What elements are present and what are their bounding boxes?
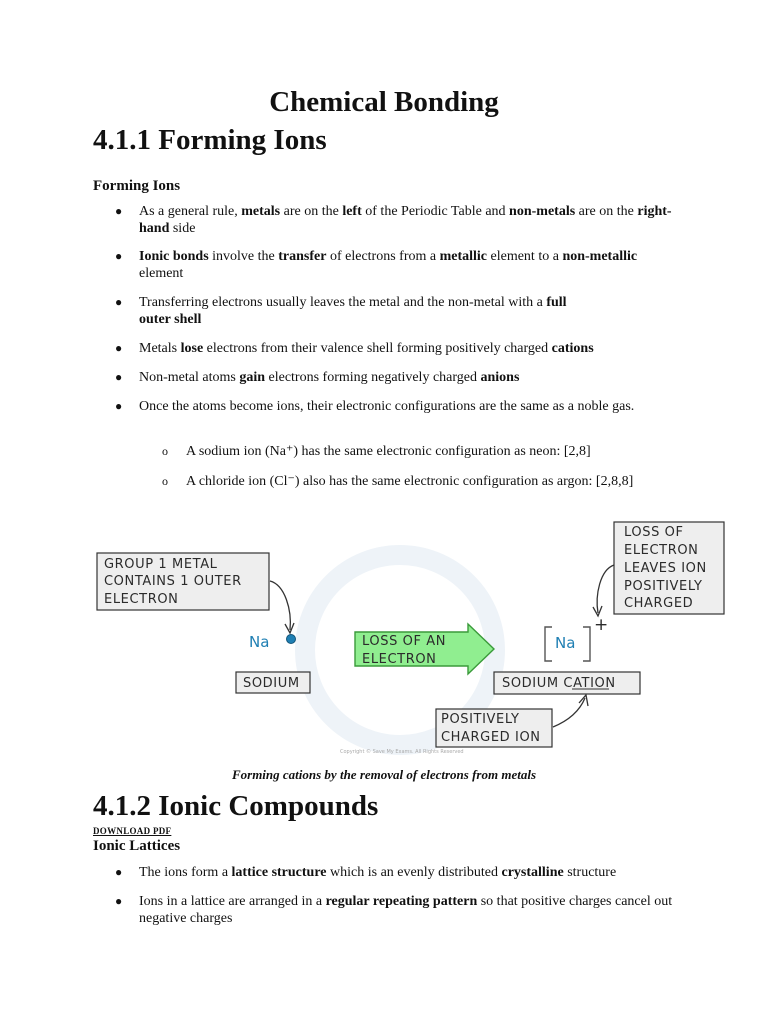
arrowhead-icon [285,623,294,633]
text-run: structure [563,865,617,880]
sub-list-item: o A chloride ion (Cl⁻) also has the same electronic configuration as argon: [2,8,8] [162,474,634,489]
bracket-left [545,627,552,661]
text-run: are on the [575,204,638,219]
text-run: of electrons from a [326,249,440,264]
text-run: electrons forming negatively charged [265,370,481,385]
sodium-cation-label: SODIUM CATION [502,676,616,691]
text-run: so that positive charges cancel out negative charges [139,894,673,926]
pointer-arrow [270,581,290,630]
bold-text: metallic [439,249,488,264]
subheading-ionic-lattices: Ionic Lattices [93,838,181,854]
bullet-icon: ● [115,295,123,309]
text-run: which is an evenly distributed [326,865,502,880]
list-item [115,369,679,386]
bold-text: cations [551,341,594,356]
bold-text: transfer [278,249,327,264]
text-run: Ions in a lattice are arranged in a [139,894,326,909]
bold-text: regular repeating pattern [325,894,478,909]
bold-text: non-metals [509,204,576,219]
list-item [115,203,679,237]
bullet-icon: ● [115,865,123,879]
text-run: The ions form a [139,865,232,880]
bullet-icon: ● [115,249,123,263]
loss-leaves-line: POSITIVELY [624,579,703,594]
page-title: Chemical Bonding [269,86,499,118]
bullet-icon: ● [115,370,123,384]
positive-charge-symbol: + [594,615,609,635]
bold-text: gain [239,370,265,385]
pointer-arrow [597,565,614,613]
text-run: Transferring electrons usually leaves the metal and the non-metal with a [139,295,547,310]
bold-text: full outer shell [139,295,567,327]
bold-text: left [342,204,362,219]
text-run: element [139,266,184,281]
section-heading-forming-ions: 4.1.1 Forming Ions [93,124,327,156]
text-run: As a general rule, [139,204,242,219]
figure-caption: Forming cations by the removal of electrons from metals [231,767,537,782]
bold-text: anions [480,370,520,385]
circle-bullet-icon: o [162,444,168,458]
text-run: Once the atoms become ions, their electronic configurations are the same as a noble gas. [139,399,635,414]
text-run: Non-metal atoms [139,370,240,385]
ion-formation-diagram [0,515,768,765]
bracket-right [583,627,590,661]
bold-text: right-hand [139,204,672,236]
sodium-ion-symbol: Na [555,634,576,652]
text-run: are on the [280,204,343,219]
bullet-icon: ● [115,341,123,355]
group1-label-line: GROUP 1 METAL [104,557,218,572]
bold-text: Ionic bonds [139,249,209,264]
list-item [115,864,679,881]
electron-dot [287,635,296,644]
loss-leaves-line: LOSS OF [624,525,684,540]
bold-text: lattice structure [231,865,327,880]
list-item [115,294,589,328]
list-item [115,248,679,282]
bold-text: lose [180,341,204,356]
bullet-icon: ● [115,399,123,413]
text-run: Metals [139,341,181,356]
list-item [115,340,679,357]
text-run: of the Periodic Table and [361,204,510,219]
text-run: electrons from their valence shell forming positively charged [203,341,552,356]
bold-text: crystalline [501,865,564,880]
text-run: element to a [487,249,563,264]
loss-leaves-line: CHARGED [624,596,694,611]
sub-list-item: o A sodium ion (Na⁺) has the same electronic configuration as neon: [2,8] [162,444,591,459]
loss-leaves-line: LEAVES ION [624,561,707,576]
loss-label-line: LOSS OF AN [362,634,447,649]
copyright-text: Copyright © Save My Exams. All Rights Reserved [340,749,464,755]
pos-charged-line: POSITIVELY [441,712,520,727]
bullet-icon: ● [115,204,123,218]
group1-label-line: CONTAINS 1 OUTER [104,574,242,589]
list-item [115,893,679,927]
text-run: side [169,221,196,236]
circle-bullet-icon: o [162,474,168,488]
sodium-label: SODIUM [243,676,300,691]
loss-label-line: ELECTRON [362,652,437,667]
loss-leaves-line: ELECTRON [624,543,699,558]
pos-charged-line: CHARGED ION [441,730,541,745]
sodium-atom-symbol: Na [249,633,270,651]
bold-text: non-metallic [562,249,638,264]
list-item [115,398,679,415]
download-pdf-link[interactable]: DOWNLOAD PDF [93,826,172,836]
bullet-icon: ● [115,894,123,908]
text-run: involve the [208,249,279,264]
subheading-forming-ions: Forming Ions [93,178,181,194]
group1-label-line: ELECTRON [104,592,179,607]
bold-text: metals [241,204,281,219]
section-heading-ionic-compounds: 4.1.2 Ionic Compounds [93,790,379,822]
